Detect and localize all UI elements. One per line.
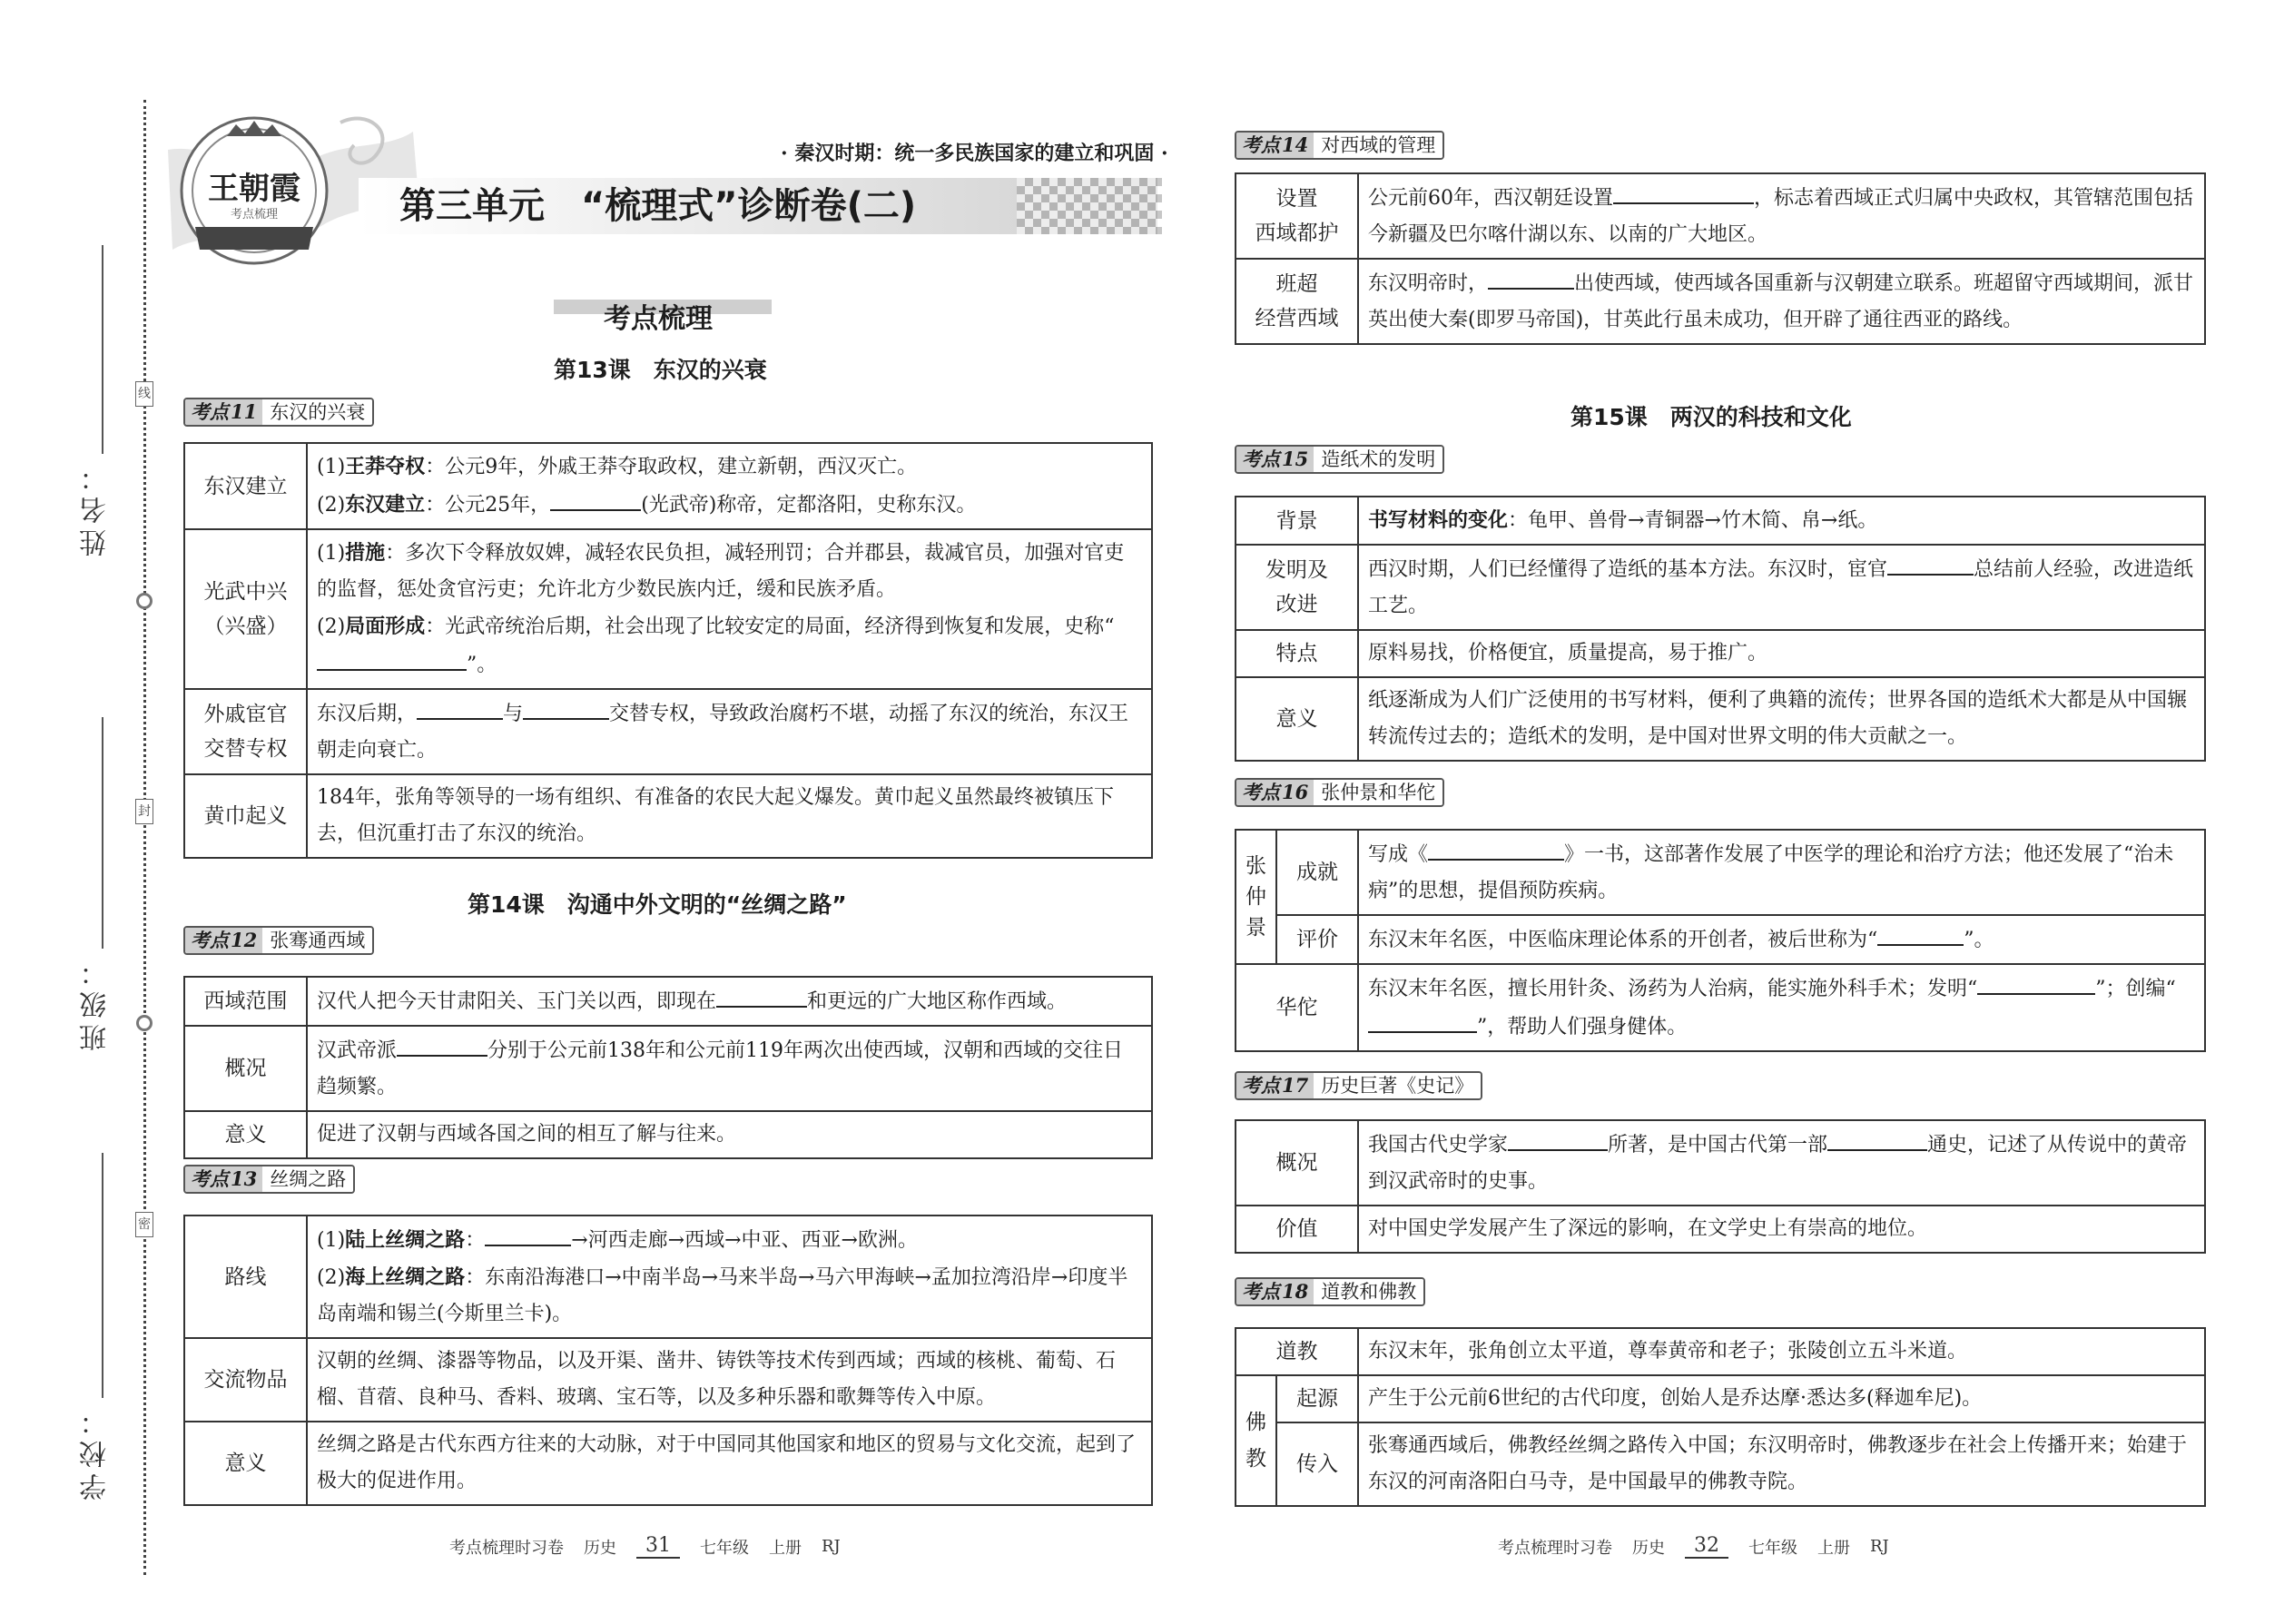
kp11-table: [183, 442, 1153, 859]
table-row: 价值 对中国史学发展产生了深远的影响，在文学史上有崇高的地位。: [1236, 1206, 2205, 1253]
kp13-badge: 考点 13 丝绸之路: [183, 1165, 355, 1194]
school-label: 学校：: [80, 1403, 112, 1501]
kp16-table: [1235, 829, 2206, 1052]
table-row: 传入 张骞通西域后，佛教经丝绸之路传入中国；东汉明帝时，佛教逐步在社会上传播开来；始建于东汉的河南洛阳白马寺，是中国最早的佛教寺院。: [1236, 1422, 2205, 1506]
binding-dotted-line: [143, 100, 146, 1575]
kp13-table: [183, 1215, 1153, 1506]
fill-blank[interactable]: [1827, 1126, 1927, 1151]
table-row: 张 仲 景 成就 写成《 》一书，这部著作发展了中医学的理论和治疗方法；他还发展了“治未病”的思想，提倡预防疾病。: [1236, 830, 2205, 915]
kp18-table: [1235, 1327, 2206, 1507]
table-row: 发明及 改进 西汉时期，人们已经懂得了造纸的基本方法。东汉时，宦官 总结前人经验，改进造纸工艺。: [1236, 545, 2205, 630]
table-row: 概况 我国古代史学家 所著，是中国古代第一部 通史，记述了从传说中的黄帝到汉武帝时的史事。: [1236, 1120, 2205, 1206]
kp16-badge: 考点 16 张仲景和华佗: [1235, 778, 1444, 807]
kp12-table: [183, 976, 1153, 1159]
seal-char-line: 线: [135, 381, 153, 407]
fill-blank[interactable]: [1977, 969, 2095, 995]
table-row: 佛 教 起源 产生于公元前6世纪的古代印度，创始人是乔达摩·悉达多(释迦牟尼)。: [1236, 1375, 2205, 1422]
table-row: 道教 东汉末年，张角创立太平道，尊奉黄帝和老子；张陵创立五斗米道。: [1236, 1328, 2205, 1375]
unit-subtitle: · 秦汉时期：统一多民族国家的建立和巩固 ·: [781, 142, 1168, 165]
table-row: 意义 丝绸之路是古代东西方往来的大动脉，对于中国同其他国家和地区的贸易与文化交流，起到了极大的促进作用。: [184, 1422, 1152, 1505]
lesson-13-title: 第13课 东汉的兴衰: [554, 357, 767, 383]
table-row: 路线 (1)陆上丝绸之路： →河西走廊→西域→中亚、西亚→欧洲。 (2)海上丝绸之路：东南沿海港口→中南半岛→马来半岛→马六甲海峡→孟加拉湾沿岸→印度半岛南端和锡兰(今斯里兰卡)。: [184, 1216, 1152, 1338]
table-row: 外戚宦官 交替专权 东汉后期， 与 交替专权，导致政治腐朽不堪，动摇了东汉的统治，东汉王朝走向衰亡。: [184, 689, 1152, 774]
fill-blank[interactable]: [1508, 1126, 1608, 1151]
fill-blank[interactable]: [1368, 1008, 1477, 1033]
lesson-14-title: 第14课 沟通中外文明的“丝绸之路”: [468, 891, 847, 918]
table-row: 背景 书写材料的变化：龟甲、兽骨→青铜器→竹木简、帛→纸。: [1236, 497, 2205, 545]
kp17-badge: 考点 17 历史巨著《史记》: [1235, 1071, 1482, 1100]
fill-blank[interactable]: [1877, 920, 1964, 946]
logo-subtext: 考点梳理: [230, 208, 278, 221]
name-label: 姓名：: [80, 458, 112, 556]
kp11-badge: 考点 11 东汉的兴衰: [183, 398, 374, 427]
left-footer: 考点梳理时习卷 历史 31 七年级 上册 RJ: [449, 1534, 841, 1558]
fill-blank[interactable]: [485, 1221, 571, 1246]
table-row: 意义 纸逐渐成为人们广泛使用的书写材料，便利了典籍的流传；世界各国的造纸术大都是从中国辗转流传过去的；造纸术的发明，是中国对世界文明的伟大贡献之一。: [1236, 677, 2205, 761]
fill-blank[interactable]: [1488, 264, 1574, 290]
binding-ring-icon: [136, 593, 153, 609]
seal-char-seal: 封: [135, 799, 153, 824]
section-heading: 考点梳理: [604, 303, 713, 335]
fill-blank[interactable]: [397, 1031, 487, 1057]
lesson-15-title: 第15课 两汉的科技和文化: [1570, 404, 1852, 430]
page-number: 31: [636, 1534, 680, 1559]
table-row: 意义 促进了汉朝与西域各国之间的相互了解与往来。: [184, 1111, 1152, 1158]
kp18-badge: 考点 18 道教和佛教: [1235, 1277, 1425, 1306]
right-footer: 考点梳理时习卷 历史 32 七年级 上册 RJ: [1498, 1534, 1889, 1558]
logo-text: 王朝霞: [208, 171, 300, 207]
seal-char-secret: 密: [135, 1212, 153, 1237]
kp17-table: [1235, 1119, 2206, 1254]
page-number: 32: [1685, 1534, 1728, 1559]
fill-blank[interactable]: [716, 982, 807, 1008]
class-label: 班级：: [80, 953, 112, 1051]
fill-blank[interactable]: [1887, 550, 1974, 576]
table-row: 华佗 东汉末年名医，擅长用针灸、汤药为人治病，能实施外科手术；发明“ ”；创编“”，帮助人们强身健体。: [1236, 964, 2205, 1051]
school-underline[interactable]: [102, 1153, 103, 1398]
kp14-table: [1235, 172, 2206, 345]
page-title: 第三单元 “梳理式”诊断卷(二): [399, 185, 917, 227]
fill-blank[interactable]: [523, 694, 609, 720]
table-row: 交流物品 汉朝的丝绸、漆器等物品，以及开渠、凿井、铸铁等技术传到西域；西域的核桃、葡萄、石榴、苜蓿、良种马、香料、玻璃、宝石等，以及多种乐器和歌舞等传入中原。: [184, 1338, 1152, 1422]
fill-blank[interactable]: [417, 694, 503, 720]
table-row: 东汉建立 (1)王莽夺权：公元9年，外戚王莽夺取政权，建立新朝，西汉灭亡。 (2)东汉建立：公元25年， (光武帝)称帝，定都洛阳，史称东汉。: [184, 443, 1152, 529]
table-row: 概况 汉武帝派 分别于公元前138年和公元前119年两次出使西域，汉朝和西域的交往日趋频繁。: [184, 1026, 1152, 1111]
kp14-badge: 考点 14 对西域的管理: [1235, 131, 1444, 160]
kp15-badge: 考点 15 造纸术的发明: [1235, 445, 1444, 474]
checker-pattern: [1017, 178, 1162, 234]
kp15-table: [1235, 496, 2206, 762]
fill-blank[interactable]: [550, 486, 641, 511]
name-underline[interactable]: [102, 245, 103, 454]
fill-blank[interactable]: [1428, 835, 1564, 861]
kp12-badge: 考点 12 张骞通西域: [183, 926, 374, 955]
class-underline[interactable]: [102, 717, 103, 949]
table-row: 特点 原料易找，价格便宜，质量提高，易于推广。: [1236, 630, 2205, 677]
table-row: 设置 西域都护 公元前60年，西汉朝廷设置 ，标志着西域正式归属中央政权，其管辖范围包括今新疆及巴尔喀什湖以东、以南的广大地区。: [1236, 173, 2205, 259]
table-row: 评价 东汉末年名医，中医临床理论体系的开创者，被后世称为“ ”。: [1236, 915, 2205, 964]
table-row: 西域范围 汉代人把今天甘肃阳关、玉门关以西，即现在 和更远的广大地区称作西域。: [184, 977, 1152, 1026]
table-row: 黄巾起义 184年，张角等领导的一场有组织、有准备的农民大起义爆发。黄巾起义虽然最终被镇压下去，但沉重打击了东汉的统治。: [184, 774, 1152, 858]
binding-ring-icon: [136, 1015, 153, 1031]
table-row: 班超 经营西域 东汉明帝时， 出使西域，使西域各国重新与汉朝建立联系。班超留守西域期间，派甘英出使大秦(即罗马帝国)，甘英此行虽未成功，但开辟了通往西亚的路线。: [1236, 259, 2205, 344]
fill-blank[interactable]: [317, 645, 467, 671]
fill-blank[interactable]: [1613, 179, 1754, 204]
table-row: 光武中兴 （兴盛） (1)措施：多次下令释放奴婢，减轻农民负担，减轻刑罚；合并郡县，裁减官员，加强对官吏的监督，惩处贪官污吏；允许北方少数民族内迁，缓和民族矛盾。 (2)局面形成：光武帝统治后期，社会出现了比较安定的局面，经济得到恢复和发展，史称“”。: [184, 529, 1152, 689]
